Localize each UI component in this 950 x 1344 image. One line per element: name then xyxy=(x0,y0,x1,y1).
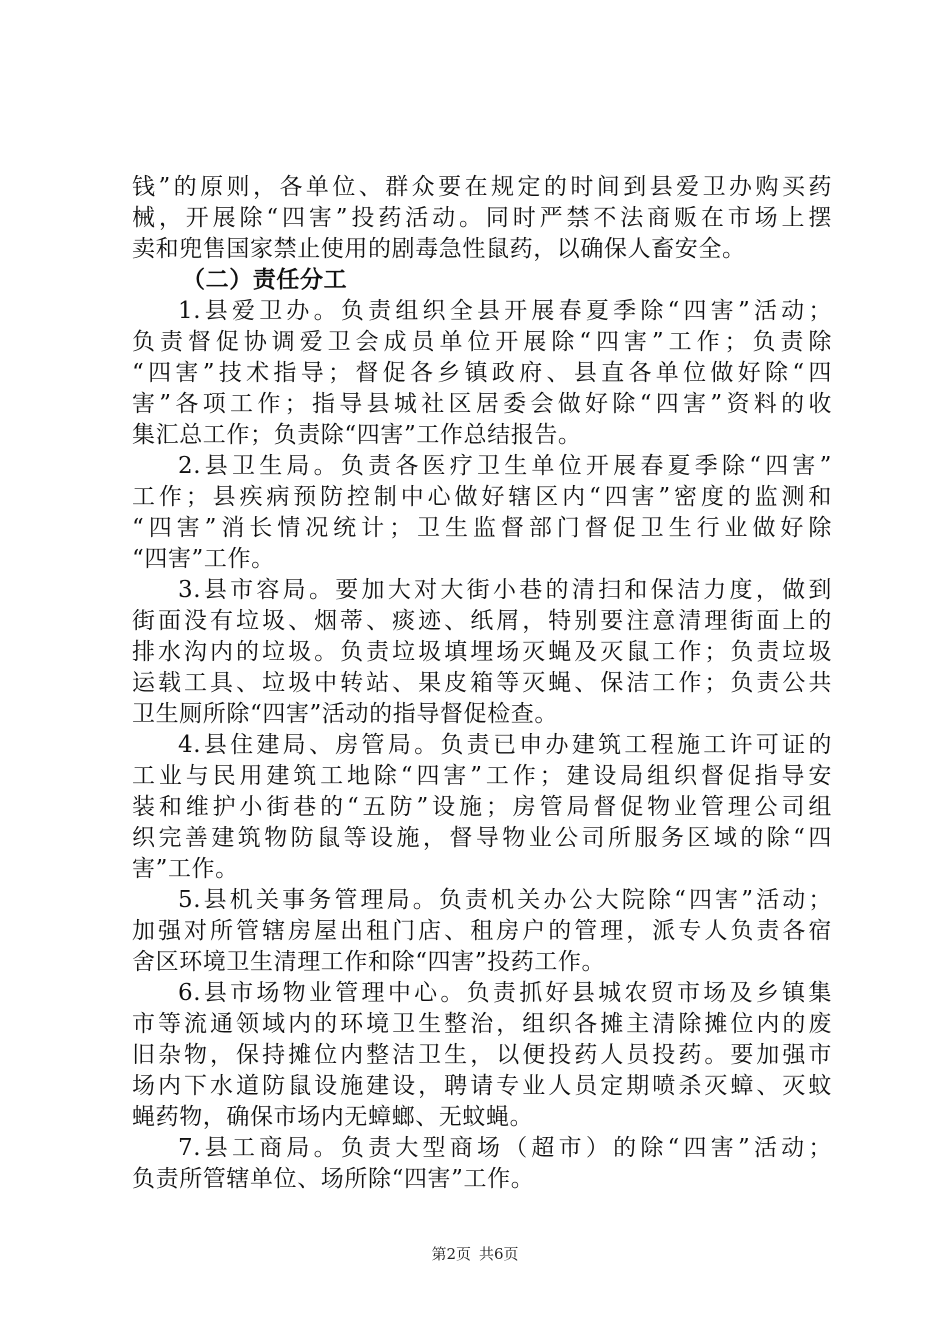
paragraph-line: 加强对所管辖房屋出租门店、租房户的管理，派专人负责各宿 xyxy=(132,918,832,944)
paragraph-line: 舍区环境卫生清理工作和除“四害”投药工作。 xyxy=(132,949,606,975)
paragraph-line: 负责督促协调爱卫会成员单位开展除“四害”工作；负责除 xyxy=(132,329,832,355)
paragraph-line: 1.县爱卫办。负责组织全县开展春夏季除“四害”活动； xyxy=(178,298,832,324)
paragraph-line: 负责所管辖单位、场所除“四害”工作。 xyxy=(132,1166,535,1192)
paragraph-line: 械，开展除“四害”投药活动。同时严禁不法商贩在市场上摆 xyxy=(132,205,832,231)
paragraph-line: 旧杂物，保持摊位内整洁卫生，以便投药人员投药。要加强市 xyxy=(132,1042,832,1068)
document-body xyxy=(132,172,832,1195)
paragraph-line: 工作；县疾病预防控制中心做好辖区内“四害”密度的监测和 xyxy=(132,484,832,510)
paragraph-line: 钱”的原则，各单位、群众要在规定的时间到县爱卫办购买药 xyxy=(132,174,832,200)
paragraph-line: 装和维护小街巷的“五防”设施；房管局督促物业管理公司组 xyxy=(132,794,832,820)
paragraph-line: 2.县卫生局。负责各医疗卫生单位开展春夏季除“四害” xyxy=(178,453,832,479)
page-footer xyxy=(0,1243,950,1264)
paragraph-line: 街面没有垃圾、烟蒂、痰迹、纸屑，特别要注意清理街面上的 xyxy=(132,608,832,634)
section-heading: （二）责任分工 xyxy=(182,267,348,293)
paragraph-line: 卫生厕所除“四害”活动的指导督促检查。 xyxy=(132,701,558,727)
paragraph-line: 场内下水道防鼠设施建设，聘请专业人员定期喷杀灭蟑、灭蚊 xyxy=(132,1073,832,1099)
paragraph-line: “四害”工作。 xyxy=(132,546,275,572)
paragraph-line: 市等流通领域内的环境卫生整治，组织各摊主清除摊位内的废 xyxy=(132,1011,832,1037)
page-total: 共6页 xyxy=(479,1245,519,1263)
paragraph-line: 集汇总工作；负责除“四害”工作总结报告。 xyxy=(132,422,582,448)
paragraph-line: 蝇药物，确保市场内无蟑螂、无蚊蝇。 xyxy=(132,1104,534,1130)
paragraph-line: 卖和兜售国家禁止使用的剧毒急性鼠药，以确保人畜安全。 xyxy=(132,236,746,262)
paragraph-line: “四害”消长情况统计；卫生监督部门督促卫生行业做好除 xyxy=(132,515,832,541)
paragraph-line: 3.县市容局。要加大对大街小巷的清扫和保洁力度，做到 xyxy=(178,577,832,603)
paragraph-line: 7.县工商局。负责大型商场（超市）的除“四害”活动； xyxy=(178,1135,832,1161)
paragraph-line: 6.县市场物业管理中心。负责抓好县城农贸市场及乡镇集 xyxy=(178,980,832,1006)
paragraph-line: 害”各项工作；指导县城社区居委会做好除“四害”资料的收 xyxy=(132,391,832,417)
paragraph-line: “四害”技术指导；督促各乡镇政府、县直各单位做好除“四 xyxy=(132,360,832,386)
paragraph-line: 害”工作。 xyxy=(132,856,239,882)
paragraph-line: 工业与民用建筑工地除“四害”工作；建设局组织督促指导安 xyxy=(132,763,832,789)
paragraph-line: 排水沟内的垃圾。负责垃圾填埋场灭蝇及灭鼠工作；负责垃圾 xyxy=(132,639,832,665)
page-number: 第2页 xyxy=(431,1245,471,1263)
paragraph-line: 4.县住建局、房管局。负责已申办建筑工程施工许可证的 xyxy=(178,732,832,758)
paragraph-line: 5.县机关事务管理局。负责机关办公大院除“四害”活动； xyxy=(178,887,832,913)
paragraph-line: 织完善建筑物防鼠等设施，督导物业公司所服务区域的除“四 xyxy=(132,825,832,851)
paragraph-line: 运载工具、垃圾中转站、果皮箱等灭蝇、保洁工作；负责公共 xyxy=(132,670,832,696)
